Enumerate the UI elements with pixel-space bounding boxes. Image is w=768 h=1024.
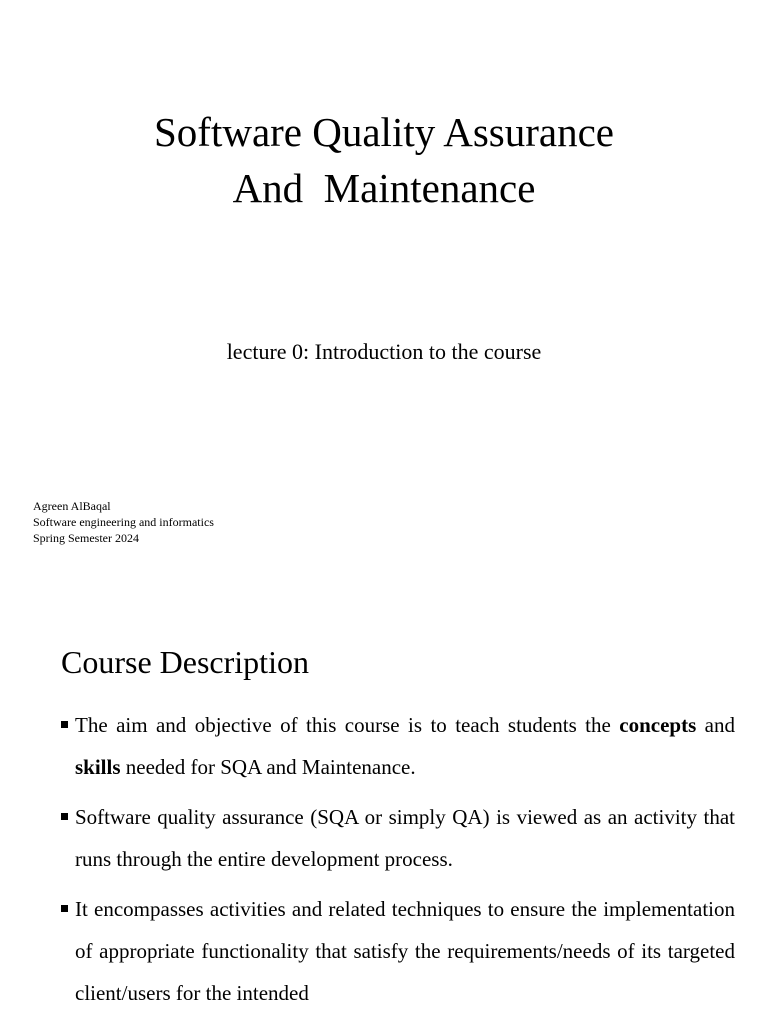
title-line-1: Software Quality Assurance: [154, 109, 614, 155]
list-item: [61, 796, 735, 880]
section-title: Course Description: [61, 644, 309, 680]
bullet-text-part: needed for SQA and Maintenance.: [120, 755, 416, 779]
bold-term-skills: skills: [75, 755, 121, 779]
list-item: [61, 888, 735, 1014]
bullet-text: It encompasses activities and related techniques to ensure the implementation of appropriate functionality that satisfy the requirements/needs of its targeted client/users for the intended: [75, 897, 735, 1005]
bold-term-concepts: concepts: [619, 713, 697, 737]
bullet-text-part: and: [696, 713, 735, 737]
course-description-list: [61, 704, 735, 1022]
square-bullet-icon: [61, 721, 68, 728]
slide-subtitle: lecture 0: Introduction to the course: [226, 339, 542, 364]
author-semester: Spring Semester 2024: [33, 531, 139, 545]
list-item: [61, 704, 735, 788]
square-bullet-icon: [61, 813, 68, 820]
square-bullet-icon: [61, 905, 68, 912]
bullet-text-part: The aim and objective of this course is to teach students the: [75, 713, 620, 737]
author-department: Software engineering and informatics: [33, 515, 214, 529]
author-block: [33, 498, 214, 546]
bullet-text: Software quality assurance (SQA or simply QA) is viewed as an activity that runs through the entire development process.: [75, 805, 735, 871]
author-name: Agreen AlBaqal: [33, 499, 111, 513]
title-line-2: And Maintenance: [232, 165, 536, 211]
slide-title: [0, 104, 768, 216]
